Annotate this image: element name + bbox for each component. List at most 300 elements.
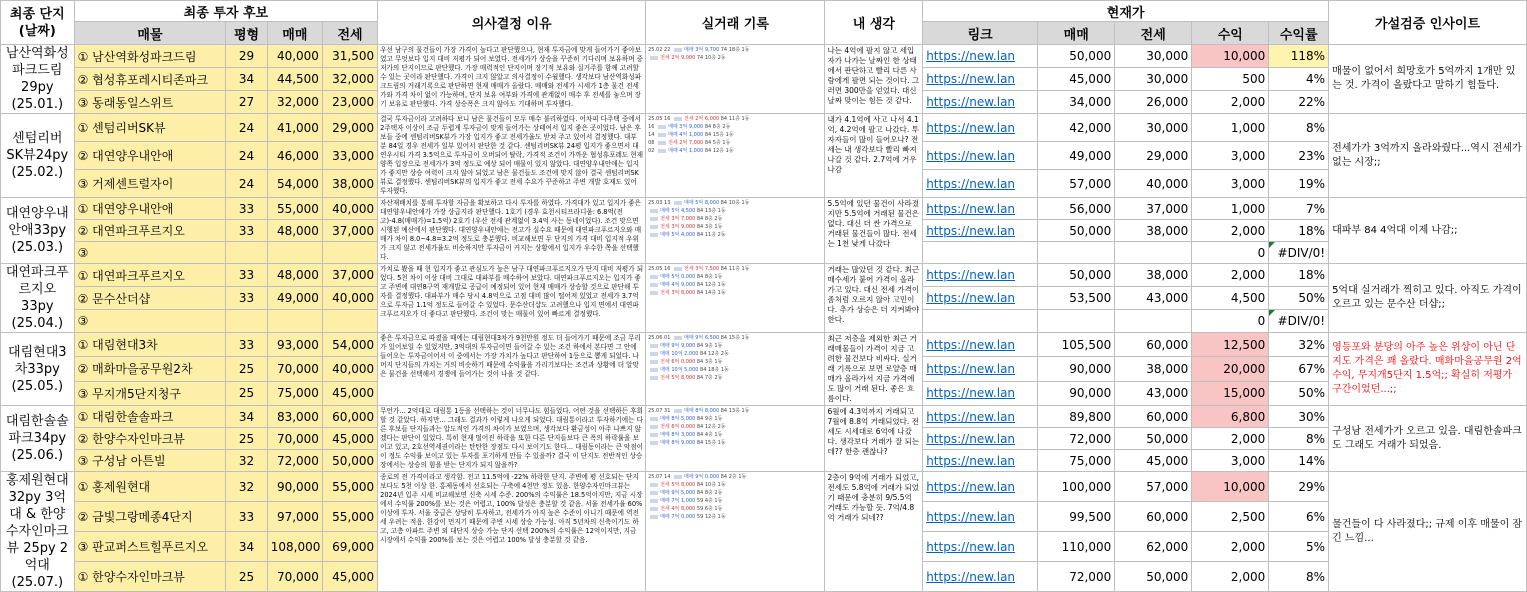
hypothesis-insight[interactable]: 5억대 실거래가 찍히고 있다. 아직도 가격이 오르고 있는 문수산 더샵;;: [1329, 264, 1527, 333]
listing-size[interactable]: 24: [226, 142, 267, 170]
profit-rate[interactable]: 8%: [1269, 562, 1329, 592]
profit[interactable]: 500: [1192, 68, 1269, 91]
profit-rate[interactable]: 5%: [1269, 532, 1329, 562]
my-opinion[interactable]: 5.5억에 있던 물건이 사라졌지만 5.5억에 거래된 물건은 없다. 대신 더 싼 가격으로 거래된 물건들이 많다. 전세는 1천 낮게 나갔다: [825, 198, 923, 264]
trade-area: 84: [720, 116, 728, 122]
profit[interactable]: 2,000: [1192, 428, 1269, 450]
listing-sale[interactable]: 97,000: [267, 502, 322, 532]
listing-name[interactable]: ① 대연파크푸르지오: [74, 264, 226, 287]
trade-record: [648, 223, 822, 231]
listing-size[interactable]: 33: [226, 333, 267, 357]
profit[interactable]: 3,000: [1192, 450, 1269, 472]
current-sale[interactable]: 50,000: [1038, 264, 1115, 287]
trade-day: 14: [664, 474, 671, 480]
profit-rate[interactable]: 4%: [1269, 68, 1329, 91]
listing-size[interactable]: 33: [226, 198, 267, 220]
current-jeonse[interactable]: 60,000: [1115, 333, 1192, 357]
listing-jeonse[interactable]: [322, 310, 377, 333]
profit[interactable]: 2,000: [1192, 532, 1269, 562]
listing-sale[interactable]: 32,000: [267, 91, 322, 114]
trade-bar: [650, 425, 658, 429]
listing-sale[interactable]: 48,000: [267, 264, 322, 287]
listing-size[interactable]: [226, 310, 267, 333]
listing-size[interactable]: 24: [226, 170, 267, 198]
profit-rate[interactable]: 8%: [1269, 428, 1329, 450]
trade-price: 매매 10억 2,000: [660, 351, 699, 357]
decision-reason[interactable]: 가치로 봤을 때 현 입지가 좋고 관심도가 높은 남구 대연파크푸르지오가 단지 대비 저평가 되었다. 5천 차이 이상 대비 그대로 대파부를 매수하여 보았다. 대연파크푸르지오는 입지가 좋고 주변에 대연8구역 재개발로 공급이 예정되어 있어 현재 매매가 상승할 것으로 판단해 투자를 결정했다. 대파부가 매수 당시 4.8억으로 고점 대비 많이 떨어져 있었고 전세가 3.7억으로 투자금 1.1억 정도로 들어갈 수 있었다. 문수산더샵도 고려했으나 입지 면에서 대연파크푸르지오가 더 좋다고 판단했다. 조건이 맞는 매물이 있어 빠르게 결정했다.: [378, 264, 646, 333]
listing-sale[interactable]: [267, 242, 322, 264]
listing-link[interactable]: [923, 242, 1038, 264]
current-jeonse[interactable]: 40,000: [1115, 170, 1192, 198]
current-jeonse[interactable]: 60,000: [1115, 502, 1192, 532]
listing-size[interactable]: 33: [226, 502, 267, 532]
listing-jeonse[interactable]: 31,500: [322, 45, 377, 68]
listing-sale[interactable]: 70,000: [267, 562, 322, 592]
trade-price: 매매 3억 9,000: [668, 124, 704, 130]
current-jeonse[interactable]: 29,000: [1115, 142, 1192, 170]
header-trades[interactable]: 실거래 기록: [646, 1, 825, 45]
current-jeonse[interactable]: 30,000: [1115, 68, 1192, 91]
profit[interactable]: 1,000: [1192, 198, 1269, 220]
my-opinion[interactable]: 거래는 많았던 것 같다. 최근 매수세가 붙어 가격이 올라가고 있다. 대신 전세 가격이 좀처럼 오르지 않아 고민이다. 추가 상승은 더 지켜봐야 한다.: [825, 264, 923, 333]
trade-floor: 15층 1동: [704, 440, 726, 446]
listing-link[interactable]: https://new.lan: [923, 428, 1038, 450]
listing-name[interactable]: ② 협성휴포레시티존파크: [74, 68, 226, 91]
listing-sale[interactable]: 41,000: [267, 114, 322, 142]
listing-size[interactable]: 32: [226, 450, 267, 472]
current-sale[interactable]: [1038, 242, 1115, 264]
header-profit[interactable]: 수익: [1192, 22, 1269, 45]
current-jeonse[interactable]: 50,000: [1115, 428, 1192, 450]
listing-link[interactable]: [923, 310, 1038, 333]
listing-size[interactable]: 33: [226, 264, 267, 287]
listing-jeonse[interactable]: 45,000: [322, 381, 377, 405]
trade-record: [648, 265, 822, 273]
current-sale[interactable]: 45,000: [1038, 68, 1115, 91]
profit[interactable]: 2,000: [1192, 220, 1269, 242]
listing-jeonse[interactable]: 29,000: [322, 114, 377, 142]
listing-sale[interactable]: 46,000: [267, 142, 322, 170]
listing-link[interactable]: https://new.lan: [923, 142, 1038, 170]
listing-jeonse[interactable]: 37,000: [322, 264, 377, 287]
my-opinion[interactable]: 내가 4.1억에 사고 나서 4.1억, 4.2억에 팔고 나갔다. 투자자들이 많이 들어오나? 전세는 내 생각보다 빨리 빠져 나갈 것 같다. 2.7억에 거우 나감: [825, 114, 923, 198]
current-jeonse[interactable]: 43,000: [1115, 287, 1192, 310]
decision-reason[interactable]: 무언가... 2억대로 대림통 1등을 선택하는 것이 너무나도 힘들었다. 어떤 것을 선택하든 후회할 것 같았다. 하지만... 그래도 결과가 이렇게 나오게 되었다. 대림통이라고 투자하기에는 다른 후보들 단지들과는 압도적인 가격의 차이가 보였으며, 생각보다 환금성이 아주 나쁘지 않겠다는 판단이 있었다. 특히 현재 떨어진 하락을 또한 다른 단지들보다 큰 폭의 하락률을 보이고 있고, 2호선역세권이라는 탄탄한 장점도 다시 보이기도 한다... 대림동이라는 큰 악점이 이 정도 수익률 보이고 있는 투자를 포기하게 만들 수 있을까? 결국 이 단지도 전반적인 상승장에서는 상승의 힘을 받는 단지가 되지 않을까?: [378, 406, 646, 472]
complex-name[interactable]: 대연파크푸르지오33py (25.04.): [1, 264, 75, 333]
listing-link[interactable]: https://new.lan: [923, 287, 1038, 310]
listing-jeonse[interactable]: 38,000: [322, 170, 377, 198]
listing-name[interactable]: ③ 거제센트럴자이: [74, 170, 226, 198]
table-row: [1, 198, 1527, 220]
header-cur-jeonse[interactable]: 전세: [1115, 22, 1192, 45]
listing-size[interactable]: 25: [226, 381, 267, 405]
hypothesis-insight[interactable]: 대파부 84 4억대 이제 나감;;: [1329, 198, 1527, 264]
listing-sale[interactable]: 75,000: [267, 381, 322, 405]
complex-name[interactable]: 대림현대3차33py (25.05.): [1, 333, 75, 406]
listing-link[interactable]: https://new.lan: [923, 220, 1038, 242]
header-opinion[interactable]: 내 생각: [825, 1, 923, 45]
listing-sale[interactable]: 70,000: [267, 428, 322, 450]
listing-jeonse[interactable]: 23,000: [322, 91, 377, 114]
trade-area: 84: [696, 216, 704, 222]
profit-rate[interactable]: 18%: [1269, 264, 1329, 287]
trade-area: 59: [696, 514, 704, 520]
trade-history[interactable]: [646, 406, 825, 472]
current-jeonse[interactable]: 26,000: [1115, 91, 1192, 114]
trade-history[interactable]: [646, 114, 825, 198]
current-jeonse[interactable]: 57,000: [1115, 472, 1192, 502]
profit[interactable]: 4,500: [1192, 287, 1269, 310]
listing-sale[interactable]: 55,000: [267, 198, 322, 220]
profit-rate[interactable]: 50%: [1269, 287, 1329, 310]
my-opinion[interactable]: 6월에 4.3억까지 거래되고 7월에 8.8억 거래되었다. 전세도 시세대로 6억에 나갔다. 생각보다 거래가 잘 되는데?? 한층 괜찮나?: [825, 406, 923, 472]
trade-area: 84: [720, 408, 728, 414]
current-sale[interactable]: 105,500: [1038, 333, 1115, 357]
listing-link[interactable]: https://new.lan: [923, 114, 1038, 142]
profit-rate[interactable]: 14%: [1269, 450, 1329, 472]
profit[interactable]: 1,000: [1192, 114, 1269, 142]
current-jeonse[interactable]: 30,000: [1115, 114, 1192, 142]
listing-name[interactable]: ① 남산역화성파크드림: [74, 45, 226, 68]
table-row: [1, 406, 1527, 428]
listing-sale[interactable]: 48,000: [267, 220, 322, 242]
trade-price: 전세 5억 8,000: [660, 482, 696, 488]
profit-rate[interactable]: 19%: [1269, 170, 1329, 198]
profit-rate[interactable]: 22%: [1269, 91, 1329, 114]
trade-bar: [650, 275, 658, 279]
complex-name[interactable]: 대연양우내안애33py (25.03.): [1, 198, 75, 264]
profit[interactable]: 6,800: [1192, 406, 1269, 428]
profit[interactable]: 10,000: [1192, 472, 1269, 502]
my-opinion[interactable]: 나는 4억에 팔지 않고 세입자가 나가는 날짜인 한 상태에서 판단하고 빨리 다른 사람에게 팔면 되는 것이다. 그러면 300만을 얻었다. 대신 날짜 맞이는 힘든 것 같다.: [825, 45, 923, 114]
listing-size[interactable]: 27: [226, 91, 267, 114]
listing-jeonse[interactable]: 40,000: [322, 357, 377, 381]
profit[interactable]: 3,000: [1192, 170, 1269, 198]
decision-reason[interactable]: 우선 남구의 물건들이 가장 가격이 높다고 판단했으나, 현재 투자금에 맞게 들어가기 좋아보였고 무엇보다 입지 대비 저평가 되어 보였다. 전세가가 상승을 꾸준히 기다리며 보유하며 중저가의 단지이므로 판단했다. 가장 매력적인 단지이며 장기적 보유와 실거주를 함께 고려할 수 있는 곳이라 판단했다. 가격이 크지 않았고 의사결정이 수월했다. 생각보다 남산역화성파크드림의 거래기록으로 판단하면 현재 매매가 올랐다. 매매와 전세가 시세가 1층 물건 전세가와 가격 차이 없이 가능하며, 단지 보유 여부와 가격에 관계없이 매수 후 전세를 놓으며 장기 보유로 판단했다. 가격 상승폭은 크지 않아도 기대하며 투자했다.: [378, 45, 646, 114]
profit-rate[interactable]: 118%: [1269, 45, 1329, 68]
listing-jeonse[interactable]: 69,000: [322, 532, 377, 562]
listing-name[interactable]: ③: [74, 242, 226, 264]
trade-record: [648, 497, 822, 505]
trade-area: 84: [696, 343, 704, 349]
listing-link[interactable]: https://new.lan: [923, 472, 1038, 502]
listing-sale[interactable]: 54,000: [267, 170, 322, 198]
listing-sale[interactable]: 90,000: [267, 472, 322, 502]
listing-sale[interactable]: [267, 310, 322, 333]
profit-rate[interactable]: 32%: [1269, 333, 1329, 357]
hypothesis-insight[interactable]: 물건들이 다 사라졌다;; 규제 이후 매물이 잠긴 느낌...: [1329, 472, 1527, 592]
hypothesis-insight[interactable]: 구성남 전세가가 오르고 있음. 대림한솔파크도 그래도 거래가 되었음.: [1329, 406, 1527, 472]
listing-sale[interactable]: 72,000: [267, 450, 322, 472]
listing-link[interactable]: https://new.lan: [923, 45, 1038, 68]
trade-record: [648, 407, 822, 415]
listing-name[interactable]: ① 센텀리버SK뷰: [74, 114, 226, 142]
profit[interactable]: 10,000: [1192, 45, 1269, 68]
trade-price: 전세 3억 8,000: [660, 290, 696, 296]
listing-link[interactable]: https://new.lan: [923, 91, 1038, 114]
listing-size[interactable]: 34: [226, 532, 267, 562]
complex-name[interactable]: 홍제원현대32py 3억대 & 한양수자인마크뷰 25py 2억대 (25.07.): [1, 472, 75, 592]
listing-name[interactable]: ① 홍제원현대: [74, 472, 226, 502]
listing-name[interactable]: ② 대연파크푸르지오: [74, 220, 226, 242]
profit-rate[interactable]: #DIV/0!: [1269, 242, 1329, 264]
profit-rate[interactable]: 67%: [1269, 357, 1329, 381]
header-reason[interactable]: 의사결정 이유: [378, 1, 646, 45]
listing-sale[interactable]: 93,000: [267, 333, 322, 357]
current-jeonse[interactable]: 43,000: [1115, 381, 1192, 405]
my-opinion[interactable]: 최근 저층을 제외한 최근 거래매물들이 가격이 지금 고려한 물건보다 비싸다. 실거래 기록으로 보면 로얄층 매매가 올라가서 지금 가격에도 많이 거래 된다. 좋은 흐름이다.: [825, 333, 923, 406]
listing-jeonse[interactable]: 45,000: [322, 562, 377, 592]
current-jeonse[interactable]: 60,000: [1115, 406, 1192, 428]
listing-name[interactable]: ② 대연양우내안애: [74, 142, 226, 170]
listing-name[interactable]: ③ 무지개5단지청구: [74, 381, 226, 405]
listing-name[interactable]: ① 대연양우내안애: [74, 198, 226, 220]
listing-sale[interactable]: 49,000: [267, 287, 322, 310]
trade-history[interactable]: [646, 198, 825, 264]
listing-link[interactable]: https://new.lan: [923, 170, 1038, 198]
listing-link[interactable]: https://new.lan: [923, 381, 1038, 405]
listing-jeonse[interactable]: 60,000: [322, 406, 377, 428]
listing-jeonse[interactable]: 55,000: [322, 472, 377, 502]
complex-name[interactable]: 센텀리버SK뷰24py (25.02.): [1, 114, 75, 198]
trade-record: [648, 139, 822, 147]
profit-rate[interactable]: 29%: [1269, 472, 1329, 502]
listing-size[interactable]: 34: [226, 68, 267, 91]
current-sale[interactable]: 72,000: [1038, 428, 1115, 450]
current-sale[interactable]: 34,000: [1038, 91, 1115, 114]
trade-price: 전세 2억 7,000: [668, 140, 704, 146]
profit[interactable]: 3,000: [1192, 142, 1269, 170]
listing-jeonse[interactable]: 40,000: [322, 287, 377, 310]
current-jeonse[interactable]: 37,000: [1115, 198, 1192, 220]
current-jeonse[interactable]: 50,000: [1115, 562, 1192, 592]
trade-price: 매매 10억 5,000: [660, 367, 699, 373]
trade-area: 74: [696, 55, 704, 61]
trade-price: 매매 3억 9,700: [683, 47, 720, 53]
profit-rate[interactable]: 50%: [1269, 381, 1329, 405]
current-jeonse[interactable]: 30,000: [1115, 45, 1192, 68]
complex-name[interactable]: 남산역화성파크드림29py (25.01.): [1, 45, 75, 114]
trade-day: 16: [648, 124, 655, 130]
current-sale[interactable]: 57,000: [1038, 170, 1115, 198]
current-jeonse[interactable]: 62,000: [1115, 532, 1192, 562]
listing-link[interactable]: https://new.lan: [923, 333, 1038, 357]
current-jeonse[interactable]: 38,000: [1115, 357, 1192, 381]
listing-name[interactable]: ③ 판교퍼스트힐푸르지오: [74, 532, 226, 562]
current-jeonse[interactable]: 38,000: [1115, 264, 1192, 287]
listing-jeonse[interactable]: 32,000: [322, 68, 377, 91]
current-sale[interactable]: 72,000: [1038, 562, 1115, 592]
header-current[interactable]: 현재가: [923, 1, 1329, 22]
listing-jeonse[interactable]: 40,000: [322, 198, 377, 220]
trade-area: 84: [696, 232, 704, 238]
header-insight[interactable]: 가설검증 인사이트: [1329, 1, 1527, 45]
listing-link[interactable]: https://new.lan: [923, 406, 1038, 428]
current-sale[interactable]: 53,500: [1038, 287, 1115, 310]
profit[interactable]: 2,000: [1192, 91, 1269, 114]
header-sale[interactable]: 매매: [267, 22, 322, 45]
current-sale[interactable]: 50,000: [1038, 45, 1115, 68]
trade-date: 25.07: [648, 408, 663, 414]
trade-bar: [658, 125, 666, 129]
current-jeonse[interactable]: 38,000: [1115, 220, 1192, 242]
listing-link[interactable]: https://new.lan: [923, 198, 1038, 220]
current-sale[interactable]: 50,000: [1038, 220, 1115, 242]
trade-record: [648, 273, 822, 281]
listing-size[interactable]: 25: [226, 357, 267, 381]
profit-rate[interactable]: 23%: [1269, 142, 1329, 170]
header-listing[interactable]: 매물: [74, 22, 226, 45]
decision-reason[interactable]: 좋은 투자금으로 따졌을 때에는 대림현대3차가 9천만원 정도 더 들어가기 때문에 조금 무리가 있어보일 수 있었지만, 3억대의 투자금이면 들어갈 수 있는 조건 하에서 본다면 그 안에 들어오는 투자금이어서 이 중에서는 가장 가치가 높다고 판단하여 1등으로 뽑게 되었다. 나머지 단지들의 가치는 거의 비슷하기 때문에 수익률을 가리기보다는 조건과 상황에 더 알맞은 물건을 선택해서 경쟁에 들어가는 것이 나을 것 같다.: [378, 333, 646, 406]
hypothesis-insight[interactable]: 전세가가 3억까지 올라와줬다...역시 전세가 없는 시장;;: [1329, 114, 1527, 198]
listing-sale[interactable]: 70,000: [267, 357, 322, 381]
listing-sale[interactable]: 83,000: [267, 406, 322, 428]
current-sale[interactable]: 110,000: [1038, 532, 1115, 562]
trade-floor: 14층 1동: [704, 290, 726, 296]
current-jeonse[interactable]: [1115, 310, 1192, 333]
listing-name[interactable]: ② 문수산더샵: [74, 287, 226, 310]
listing-link[interactable]: https://new.lan: [923, 68, 1038, 91]
listing-sale[interactable]: 40,000: [267, 45, 322, 68]
trade-record: [648, 481, 822, 489]
sheet-body: [1, 45, 1527, 592]
trade-floor: 8층 1동: [704, 274, 723, 280]
profit-rate[interactable]: 18%: [1269, 220, 1329, 242]
current-sale[interactable]: [1038, 310, 1115, 333]
current-sale[interactable]: 89,800: [1038, 406, 1115, 428]
header-complex[interactable]: 최종 단지 (날짜): [1, 1, 75, 45]
listing-link[interactable]: https://new.lan: [923, 562, 1038, 592]
trade-bar: [650, 344, 658, 348]
listing-sale[interactable]: 44,500: [267, 68, 322, 91]
trade-record: [648, 513, 822, 521]
header-jeonse[interactable]: 전세: [322, 22, 377, 45]
trade-area: 59: [696, 506, 704, 512]
profit[interactable]: 20,000: [1192, 357, 1269, 381]
profit[interactable]: 2,500: [1192, 502, 1269, 532]
profit-rate[interactable]: 30%: [1269, 406, 1329, 428]
listing-name[interactable]: ③ 구성남 아튼빌: [74, 450, 226, 472]
listing-name[interactable]: ③: [74, 310, 226, 333]
listing-name[interactable]: ③ 동래동일스위트: [74, 91, 226, 114]
trade-price: 전세 2억 9,000: [660, 55, 696, 61]
table-row: [1, 472, 1527, 502]
listing-name[interactable]: ① 대림한솔솔파크: [74, 406, 226, 428]
listing-size[interactable]: 33: [226, 287, 267, 310]
trade-floor: 7층 2동: [704, 375, 723, 381]
current-sale[interactable]: 100,000: [1038, 472, 1115, 502]
decision-reason[interactable]: 종로의 전 가격이라고 생각함. 전고 11.5억에 -22% 하락한 단지. 주변에 평 선호되는 단지보다도 5천 이상 한. 홍제동에서 선호되는 구축에 4천만 정도 있음. 한양수자인마크뷰는 2024년 입주 시세 비교해보면 신축 시세 수준. 200%의 수익률은 18.5억이지만, 지금 시장에서 수익률 200%를 보는 것은 어렵고, 100% 달성은 충분할 것 같음. 서울 전세가율 60%이상에 투자. 서울 중급은 상당히 투자하고, 전세가가 아직 높은 수준이 아니기 때문에 역전세 우려는 적음. 한강이 먼지기 때문에 주변 시세 상승 가능성. 아직 5년차의 신축이기도 하고, 고층 아파트 주변 외 대단지 상승 가능 단지 선택 200%의 수익률은 12억이지만, 지금 시장에서 수익률 200%를 보는 것은 어렵고 100% 달성 충분할 것 같음.: [378, 472, 646, 592]
listing-name[interactable]: ② 한양수자인마크뷰: [74, 428, 226, 450]
trade-history[interactable]: [646, 45, 825, 114]
listing-size[interactable]: 33: [226, 220, 267, 242]
trade-floor: 3층 1동: [704, 359, 723, 365]
listing-sale[interactable]: 108,000: [267, 532, 322, 562]
trade-record: [648, 289, 822, 297]
header-cur-sale[interactable]: 매매: [1038, 22, 1115, 45]
profit[interactable]: 15,000: [1192, 381, 1269, 405]
listing-jeonse[interactable]: 50,000: [322, 450, 377, 472]
trade-bar: [650, 491, 658, 495]
current-sale[interactable]: 90,000: [1038, 357, 1115, 381]
trade-floor: 10층 1동: [728, 200, 750, 206]
listing-name[interactable]: ② 금빛그랑메종4단지: [74, 502, 226, 532]
listing-jeonse[interactable]: 54,000: [322, 333, 377, 357]
profit-rate[interactable]: #DIV/0!: [1269, 310, 1329, 333]
listing-link[interactable]: https://new.lan: [923, 532, 1038, 562]
trade-bar: [650, 417, 658, 421]
trade-area: 84: [720, 266, 728, 272]
trade-area: 84: [696, 274, 704, 280]
current-sale[interactable]: 99,500: [1038, 502, 1115, 532]
current-sale[interactable]: 49,000: [1038, 142, 1115, 170]
decision-reason[interactable]: 결국 투자금이라 고려하다 보니 남은 물건들이 모두 매수 불리하였다. 어차피 다주택 중에서 2주택자 이상이 조금 두렵게 투자금이 맞게 들어가는 상태여서 입지 좋은 곳이었다. 남은 후보들 중에 센텀리버SK뷰가 가장 입지가 좋고 전세가율도 받쳐 주고 있어서 결정했다. 대부분 84일 경우 전세가 일부 있어서 판단한 것 같다. 센텀리버SK뷰 24평 입지가 좋으면서 대연우시티 가격 3.5억으로 투자금이 오버되어 탈락, 가격적 조건이 가까운 협성휴포레도 현재 양쪽 입장으로 전세가가 3억 정도로 예상 되어 매물이 있지 않았다. 대연양우내안애는 입지가 좋지만 상승 여력이 크지 않아 되었고 남은 물건들도 조건에 맞지 않아 결국 센텀리버SK뷰로 결정했다. 센텀리버SK뷰의 입지가 좋고 전세 수요가 꾸준하고 주변 개발 호재도 있어 투자했다.: [378, 114, 646, 198]
profit[interactable]: 0: [1192, 310, 1269, 333]
listing-jeonse[interactable]: 33,000: [322, 142, 377, 170]
listing-link[interactable]: https://new.lan: [923, 264, 1038, 287]
my-opinion[interactable]: 2층이 9억에 거래가 되었고, 전세도 5.8억에 거래가 되었기 때문에 충분히 9/5.5억 거래도 가능할 듯. 7억/4.8억 거래가 되네??: [825, 472, 923, 592]
trade-record: [648, 489, 822, 497]
profit-rate[interactable]: 6%: [1269, 502, 1329, 532]
trade-history[interactable]: [646, 264, 825, 333]
header-candidates[interactable]: 최종 투자 후보: [74, 1, 378, 22]
listing-link[interactable]: https://new.lan: [923, 450, 1038, 472]
trade-floor: 12층 2동: [708, 351, 729, 357]
profit[interactable]: 2,000: [1192, 264, 1269, 287]
current-sale[interactable]: 75,000: [1038, 450, 1115, 472]
header-profit-rate[interactable]: 수익률: [1269, 22, 1329, 45]
listing-size[interactable]: 29: [226, 45, 267, 68]
trade-history[interactable]: [646, 333, 825, 406]
listing-name[interactable]: ② 매화마을공무원2차: [74, 357, 226, 381]
listing-size[interactable]: 25: [226, 428, 267, 450]
listing-size[interactable]: 32: [226, 472, 267, 502]
current-jeonse[interactable]: 45,000: [1115, 450, 1192, 472]
profit-rate[interactable]: 8%: [1269, 114, 1329, 142]
current-jeonse[interactable]: [1115, 242, 1192, 264]
current-sale[interactable]: 90,000: [1038, 381, 1115, 405]
listing-size[interactable]: 34: [226, 406, 267, 428]
current-sale[interactable]: 56,000: [1038, 198, 1115, 220]
listing-link[interactable]: https://new.lan: [923, 357, 1038, 381]
profit[interactable]: 12,500: [1192, 333, 1269, 357]
header-size[interactable]: 평형: [226, 22, 267, 45]
listing-size[interactable]: [226, 242, 267, 264]
profit-rate[interactable]: 7%: [1269, 198, 1329, 220]
trade-area: 84: [704, 148, 712, 154]
listing-jeonse[interactable]: 55,000: [322, 502, 377, 532]
complex-name[interactable]: 대림한솔솔파크34py (25.06.): [1, 406, 75, 472]
listing-jeonse[interactable]: 45,000: [322, 428, 377, 450]
trade-floor: 10층 2동: [704, 55, 726, 61]
listing-size[interactable]: 24: [226, 114, 267, 142]
hypothesis-insight[interactable]: 영등포와 분당의 아주 높은 위상이 아닌 단지도 가격은 꽤 올랐다. 매화마을공무원 2억수익, 무지개5단지 1.5억;; 확실히 저평가 구간이었던...;;: [1329, 333, 1527, 406]
trade-price: 매매 9억 9,000: [660, 343, 696, 349]
hypothesis-insight[interactable]: 매물이 없어서 희망호가 5억까지 1개만 있는 것. 가격이 올랐다고 말하기 힘들다.: [1329, 45, 1527, 114]
listing-name[interactable]: ① 대림현대3차: [74, 333, 226, 357]
decision-reason[interactable]: 자산재배치를 통해 투자할 자금을 확보하고 다시 투자를 하였다. 가격대가 있고 입지가 좋은 대연양우내안애가 가장 상급지라 판단했다. 1호기 (경우 효천시티프라디움: 6.8억(전고)-4.8(매매가)=1.5억) 2호기 (우산 전세 관계없이 3.4억 사는 동네이었다). 조건 맞으면 시행된 예산에서 판단했다. 대연양우내안애는 전고가 실수요 때문에 대연파크푸르지오와 매매가 차이 8.0~4.8=3.2억 정도로 충분했다. 비교해보면 두 단지의 가격 대비 입지적 우위가 크지 않고 전세가율도 비슷하지만 투자금이 커지는 상황에서 입지가 우수한 쪽을 선택했다.: [378, 198, 646, 264]
header-link[interactable]: 링크: [923, 22, 1038, 45]
listing-size[interactable]: 25: [226, 562, 267, 592]
listing-jeonse[interactable]: 37,000: [322, 220, 377, 242]
profit[interactable]: 0: [1192, 242, 1269, 264]
listing-name[interactable]: ① 한양수자인마크뷰: [74, 562, 226, 592]
listing-link[interactable]: https://new.lan: [923, 502, 1038, 532]
trade-area: 84: [720, 200, 728, 206]
current-sale[interactable]: 42,000: [1038, 114, 1115, 142]
profit[interactable]: 2,000: [1192, 562, 1269, 592]
listing-jeonse[interactable]: [322, 242, 377, 264]
